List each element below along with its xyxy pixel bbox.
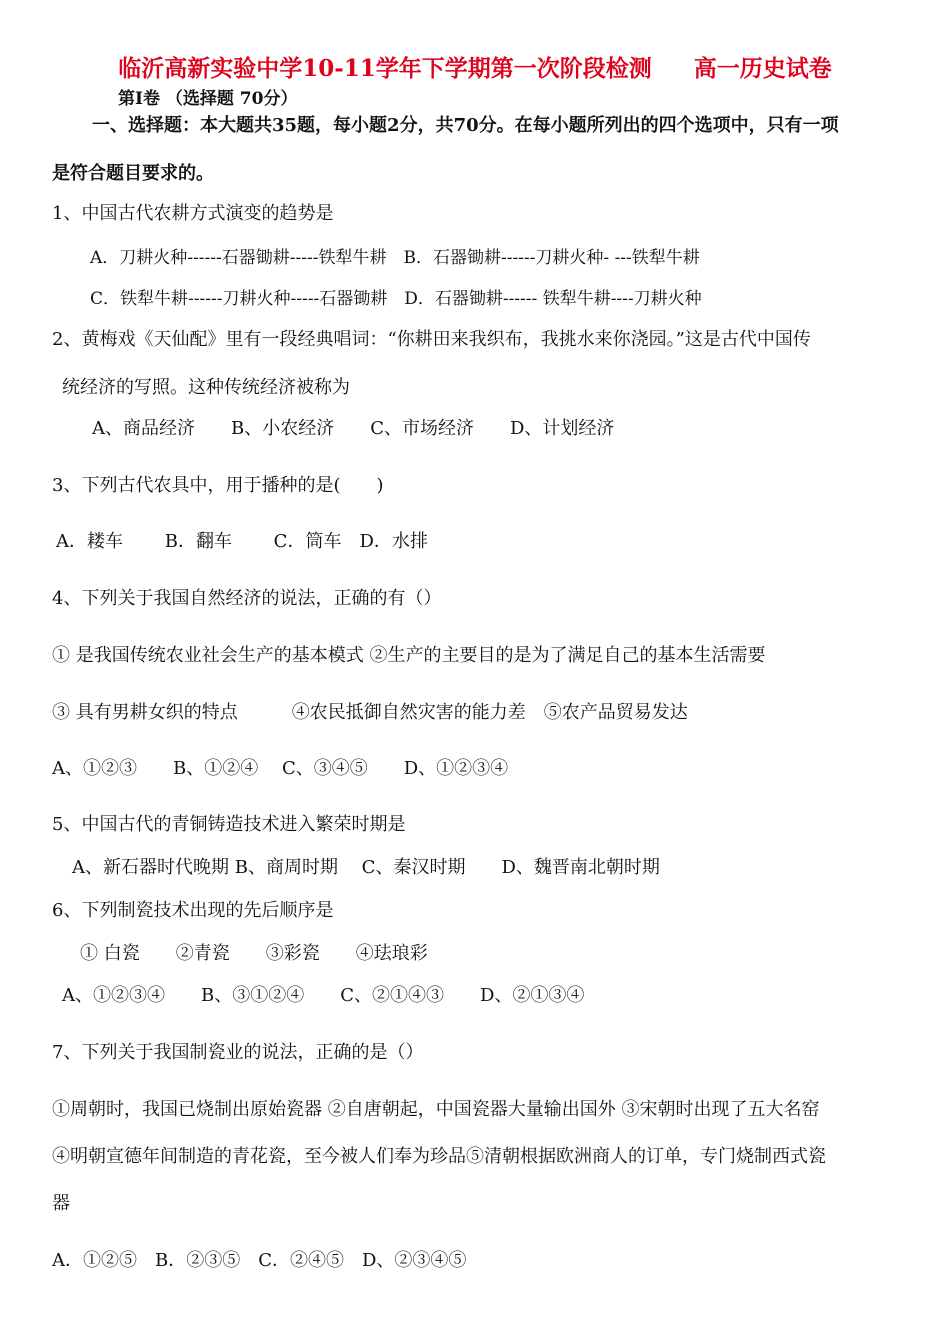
exam-title-subject: 高一历史试卷 xyxy=(693,55,832,82)
exam-title-main: 临沂高新实验中学10-11学年下学期第一次阶段检测 xyxy=(118,55,652,82)
instruction-line-2: 是符合题目要求的。 xyxy=(52,163,214,184)
question-4-stem: 4、下列关于我国自然经济的说法，正确的有（） xyxy=(52,588,442,609)
question-3-stem: 3、下列古代农具中，用于播种的是( ) xyxy=(52,475,384,496)
instruction-line-1: 一、选择题：本大题共35题，每小题2分，共70分。在每小题所列出的四个选项中，只有一项 xyxy=(92,115,839,136)
question-7-statements-3: 器 xyxy=(52,1193,70,1214)
question-2-stem: 2、黄梅戏《天仙配》里有一段经典唱词：“你耕田来我织布，我挑水来你浇园。”这是古代中国传 xyxy=(52,329,811,350)
question-5-options: A、新石器时代晚期 B、商周时期 C、秦汉时期 D、魏晋南北朝时期 xyxy=(72,857,660,878)
question-2-options: A、商品经济 B、小农经济 C、市场经济 D、计划经济 xyxy=(92,418,615,439)
question-3-options: A．耧车 B．翻车 C．筒车 D．水排 xyxy=(56,531,428,552)
question-6-options: A、①②③④ B、③①②④ C、②①④③ D、②①③④ xyxy=(62,985,585,1006)
exam-title xyxy=(0,54,950,84)
question-6-items: ① 白瓷 ②青瓷 ③彩瓷 ④珐琅彩 xyxy=(80,943,428,964)
question-5-stem: 5、中国古代的青铜铸造技术进入繁荣时期是 xyxy=(52,814,406,835)
question-4-statements-1: ① 是我国传统农业社会生产的基本模式 ②生产的主要目的是为了满足自己的基本生活需要 xyxy=(52,645,766,666)
question-2-stem-cont: 统经济的写照。这种传统经济被称为 xyxy=(62,377,350,398)
question-7-statements-2: ④明朝宣德年间制造的青花瓷，至今被人们奉为珍品⑤清朝根据欧洲商人的订单，专门烧制西式瓷 xyxy=(52,1146,826,1167)
question-7-options: A．①②⑤ B．②③⑤ C．②④⑤ D、②③④⑤ xyxy=(52,1250,467,1271)
question-1-options-cd: C．铁犁牛耕------刀耕火种-----石器锄耕 D．石器锄耕------ 铁犁牛耕----刀耕火种 xyxy=(90,289,702,309)
question-4-options: A、①②③ B、①②④ C、③④⑤ D、①②③④ xyxy=(52,758,509,779)
question-1-stem: 1、中国古代农耕方式演变的趋势是 xyxy=(52,203,334,224)
section-label: 第Ⅰ卷 （选择题 70分） xyxy=(118,89,298,109)
question-6-stem: 6、下列制瓷技术出现的先后顺序是 xyxy=(52,900,334,921)
question-1-options-ab: A．刀耕火种------石器锄耕-----铁犁牛耕 B．石器锄耕------刀耕火种- ---铁犁牛耕 xyxy=(90,248,700,268)
question-7-statements-1: ①周朝时，我国已烧制出原始瓷器 ②自唐朝起，中国瓷器大量输出国外 ③宋朝时出现了五大名窑 xyxy=(52,1099,820,1120)
question-7-stem: 7、下列关于我国制瓷业的说法，正确的是（） xyxy=(52,1042,424,1063)
question-4-statements-2: ③ 具有男耕女织的特点 ④农民抵御自然灾害的能力差 ⑤农产品贸易发达 xyxy=(52,702,688,723)
